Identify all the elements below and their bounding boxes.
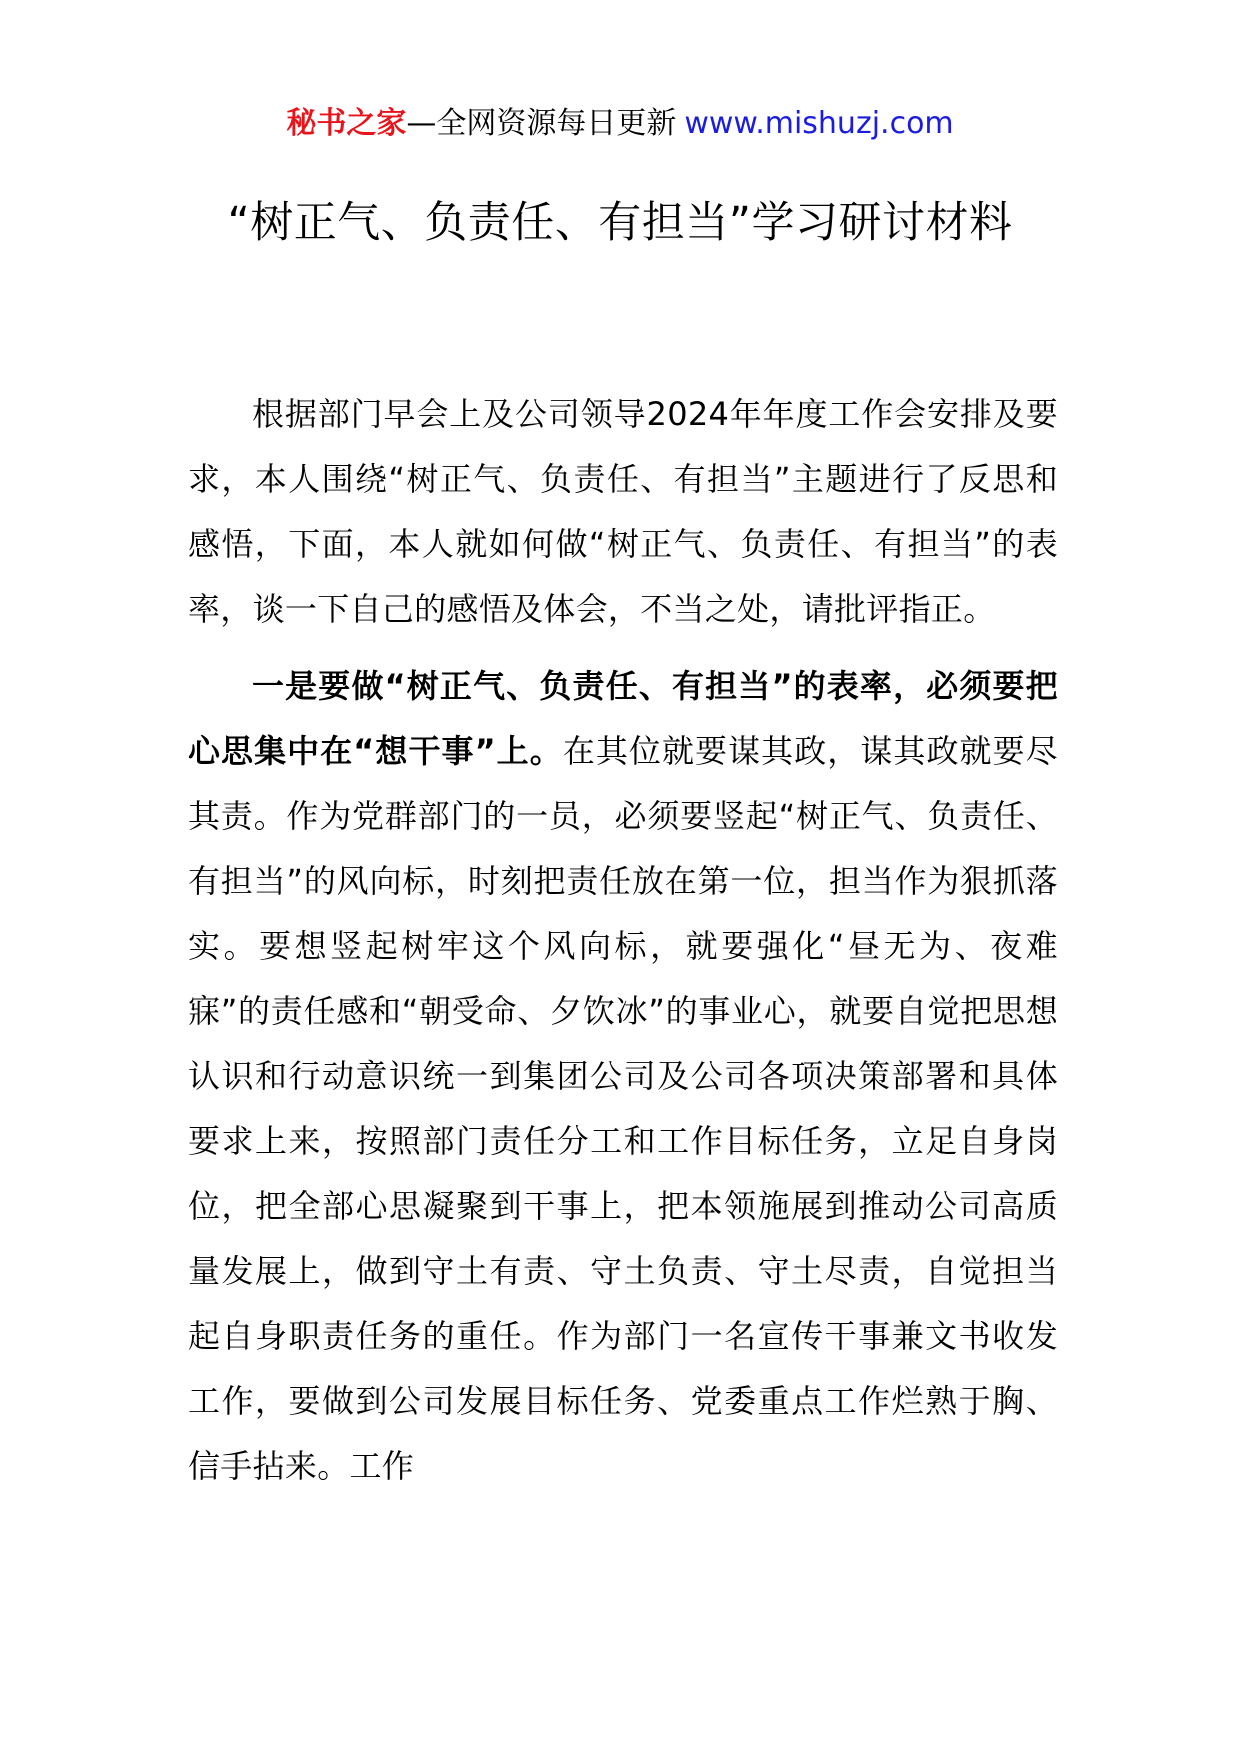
paragraph-point-one-heading: 一是要做“树正气、负责任、有担当”的表率，必须要把心思集中在“想干事”上。 [188, 667, 1058, 770]
document-body [188, 382, 1058, 1499]
site-brand: 秘书之家 [286, 106, 407, 141]
document-title: “树正气、负责任、有担当”学习研讨材料 [227, 198, 1013, 248]
paragraph-point-one [188, 654, 1058, 1499]
paragraph-intro-text: 根据部门早会上及公司领导2024年年度工作会安排及要求，本人围绕“树正气、负责任、有担当”主题进行了反思和感悟，下面，本人就如何做“树正气、负责任、有担当”的表率，谈一下自己的感悟及体会，不当之处，请批评指正。 [188, 395, 1058, 628]
paragraph-intro [188, 382, 1058, 642]
site-tagline: —全网资源每日更新 [406, 106, 677, 141]
site-header [0, 100, 1240, 148]
paragraph-point-one-text: 在其位就要谋其政，谋其政就要尽其责。作为党群部门的一员，必须要竖起“树正气、负责任、有担当”的风向标，时刻把责任放在第一位，担当作为狠抓落实。要想竖起树牢这个风向标，就要强化“昼无为、夜难寐”的责任感和“朝受命、夕饮冰”的事业心，就要自觉把思想认识和行动意识统一到集团公司及公司各项决策部署和具体要求上来，按照部门责任分工和工作目标任务，立足自身岗位，把全部心思凝聚到干事上，把本领施展到推动公司高质量发展上，做到守土有责、守土负责、守土尽责，自觉担当起自身职责任务的重任。作为部门一名宣传干事兼文书收发工作，要做到公司发展目标任务、党委重点工作烂熟于胸、信手拈来。工作 [188, 732, 1058, 1485]
site-url-link[interactable]: www.mishuzj.com [684, 106, 954, 141]
